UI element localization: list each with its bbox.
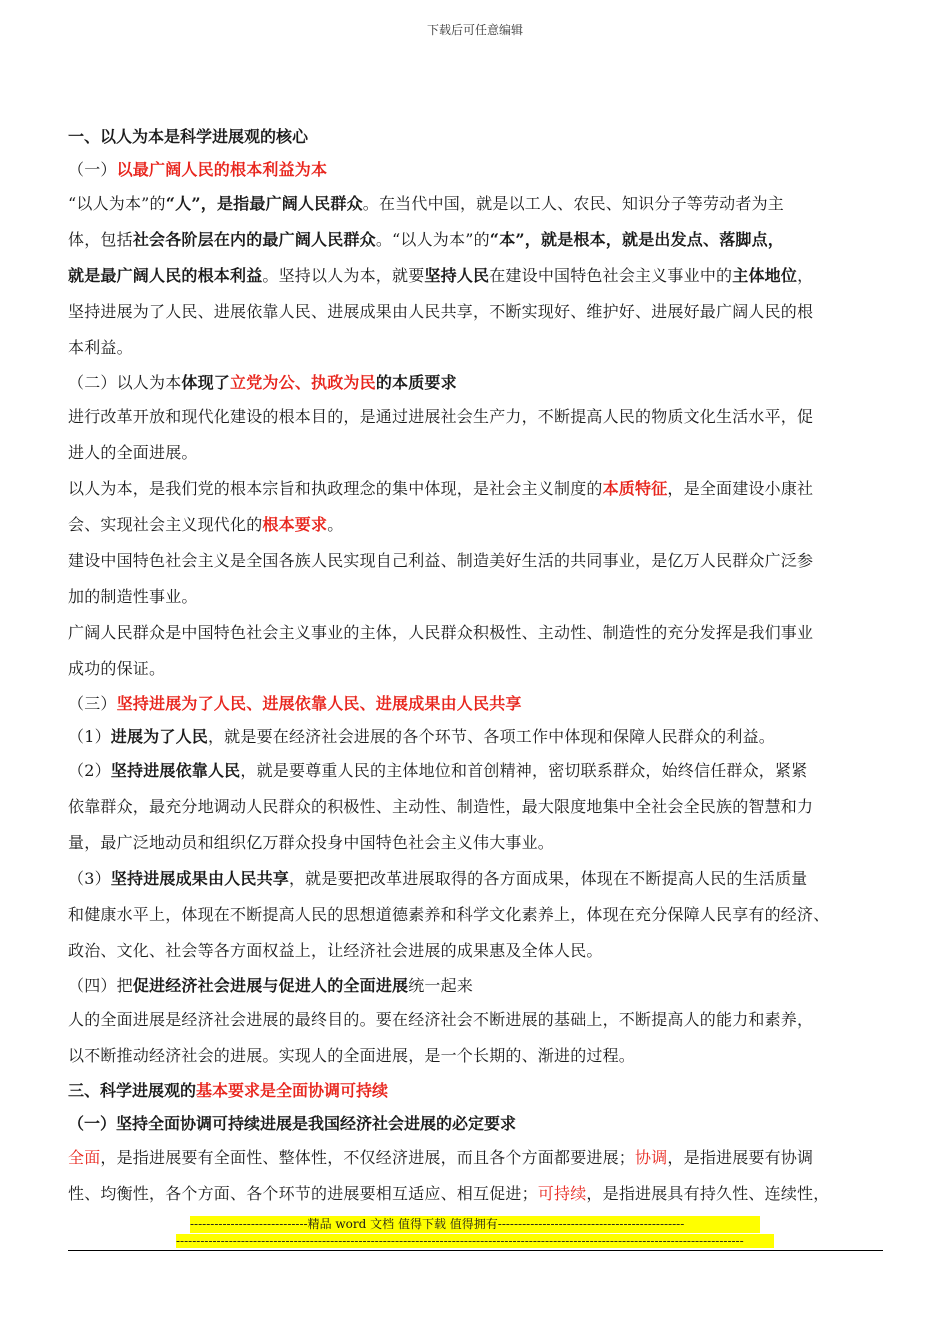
paragraph-6-line-1: 人的全面进展是经济社会进展的最终目的。要在经济社会不断进展的基础上，不断提高人的能力和素养， bbox=[68, 1010, 814, 1029]
item-3-line-2: 和健康水平上，体现在不断提高人民的思想道德素养和科学文化素养上，体现在充分保障人民享有的经济、 bbox=[68, 905, 830, 924]
paragraph-4-line-2: 加的制造性事业。 bbox=[68, 587, 198, 606]
item-2-line-2: 依靠群众，最充分地调动人民群众的积极性、主动性、制造性，最大限度地集中全社会全民族的智慧和力 bbox=[68, 797, 814, 816]
page-header: 下载后可任意编辑 bbox=[426, 23, 523, 37]
item-3-line-3: 政治、文化、社会等各方面权益上，让经济社会进展的成果惠及全体人民。 bbox=[68, 941, 603, 960]
item-2-line-3: 量，最广泛地动员和组织亿万群众投身中国特色社会主义伟大事业。 bbox=[68, 833, 555, 852]
paragraph-4-line-1: 建设中国特色社会主义是全国各族人民实现自己利益、制造美好生活的共同事业，是亿万人民群众广泛参 bbox=[68, 551, 814, 570]
section-3-line-2: 性、均衡性，各个方面、各个环节的进展要相互适应、相互促进；可持续，是指进展具有持久性、连续性， bbox=[68, 1184, 830, 1203]
paragraph-1-line-3: 就是最广阔人民的根本利益。坚持以人为本，就要坚持人民在建设中国特色社会主义事业中的主体地位， bbox=[68, 266, 814, 285]
paragraph-1-line-1: “以人为本”的“人”，是指最广阔人民群众。在当代中国，就是以工人、农民、知识分子等劳动者为主 bbox=[68, 194, 784, 213]
footer-banner: -----------------------------精品 word 文档 值得下载 值得拥有---------------------------------------------- bbox=[190, 1216, 760, 1233]
section-3-subheading-1: （一）坚持全面协调可持续进展是我国经济社会进展的必定要求 bbox=[68, 1114, 517, 1133]
subheading-1: （一）以最广阔人民的根本利益为本 bbox=[68, 160, 328, 179]
subheading-2: （二）以人为本体现了立党为公、执政为民的本质要求 bbox=[68, 373, 457, 392]
paragraph-3-line-1: 以人为本，是我们党的根本宗旨和执政理念的集中体现，是社会主义制度的本质特征，是全面建设小康社 bbox=[68, 479, 814, 498]
section-1-title: 一、以人为本是科学进展观的核心 bbox=[68, 127, 309, 146]
paragraph-1-line-2: 体，包括社会各阶层在内的最广阔人民群众。“以人为本”的“本”，就是根本，就是出发点、落脚点， bbox=[68, 230, 785, 249]
section-3-line-1: 全面，是指进展要有全面性、整体性，不仅经济进展，而且各个方面都要进展；协调，是指进展要有协调 bbox=[68, 1148, 814, 1167]
paragraph-2-line-2: 进人的全面进展。 bbox=[68, 443, 198, 462]
item-1: （1）进展为了人民，就是要在经济社会进展的各个环节、各项工作中体现和保障人民群众的利益。 bbox=[68, 727, 775, 746]
document-body bbox=[68, 120, 883, 1212]
paragraph-6-line-2: 以不断推动经济社会的进展。实现人的全面进展，是一个长期的、渐进的过程。 bbox=[68, 1046, 636, 1065]
subheading-4: （四）把促进经济社会进展与促进人的全面进展统一起来 bbox=[68, 976, 474, 995]
paragraph-3-line-2: 会、实现社会主义现代化的根本要求。 bbox=[68, 515, 344, 534]
paragraph-5-line-1: 广阔人民群众是中国特色社会主义事业的主体，人民群众积极性、主动性、制造性的充分发挥是我们事业 bbox=[68, 623, 814, 642]
section-3-title: 三、科学进展观的基本要求是全面协调可持续 bbox=[68, 1081, 389, 1100]
paragraph-1-line-4: 坚持进展为了人民、进展依靠人民、进展成果由人民共享，不断实现好、维护好、进展好最广阔人民的根 bbox=[68, 302, 814, 321]
paragraph-2-line-1: 进行改革开放和现代化建设的根本目的，是通过进展社会生产力，不断提高人民的物质文化生活水平，促 bbox=[68, 407, 814, 426]
item-2-line-1: （2）坚持进展依靠人民，就是要尊重人民的主体地位和首创精神，密切联系群众，始终信任群众，紧紧 bbox=[68, 761, 808, 780]
subheading-3: （三）坚持进展为了人民、进展依靠人民、进展成果由人民共享 bbox=[68, 694, 522, 713]
paragraph-5-line-2: 成功的保证。 bbox=[68, 659, 166, 678]
item-3-line-1: （3）坚持进展成果由人民共享，就是要把改革进展取得的各方面成果，体现在不断提高人民的生活质量 bbox=[68, 869, 808, 888]
footer-dashes: -------------------------------------------------------------------------------------------------------------------------------------------- bbox=[176, 1234, 774, 1248]
paragraph-1-line-5: 本利益。 bbox=[68, 338, 133, 357]
footer-rule bbox=[68, 1250, 883, 1251]
